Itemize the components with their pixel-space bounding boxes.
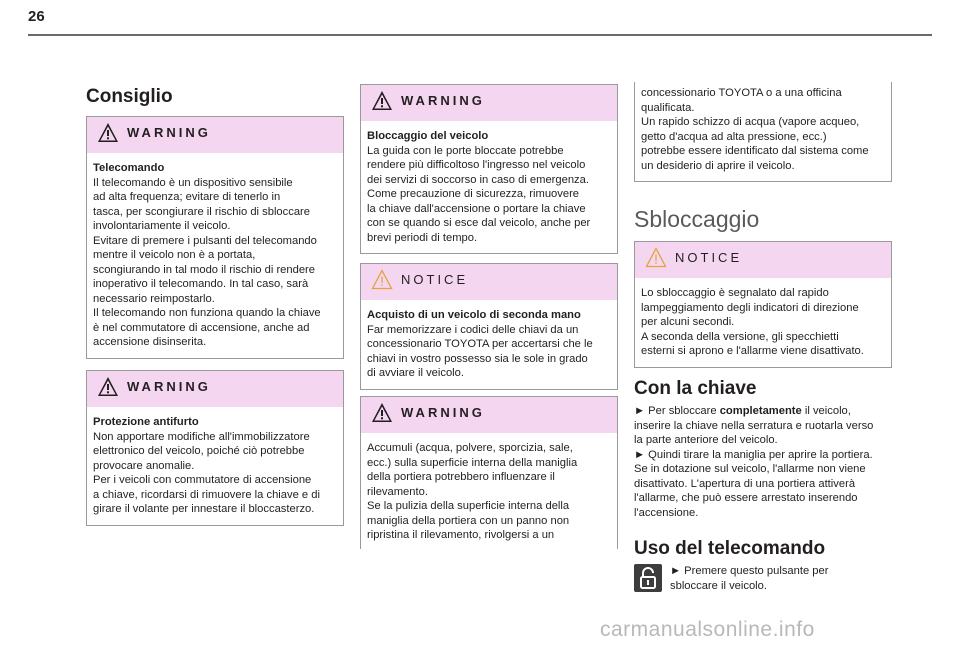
text-line: involontariamente il veicolo.	[93, 220, 231, 232]
text-line: rilevamento.	[367, 485, 428, 498]
text-line: per alcuni secondi.	[641, 316, 735, 328]
text-line: ► Premere questo pulsante per	[670, 565, 829, 577]
text-line: è nel commutatore di accensione, anche ad	[93, 321, 310, 334]
text-line: di avviare il veicolo.	[367, 367, 465, 379]
key-instructions	[634, 404, 896, 520]
text-line: chiavi in vostro possesso sia le sole in grado	[367, 352, 588, 365]
warning-header	[87, 371, 343, 407]
instruction-text: ► Per sbloccare	[634, 405, 720, 417]
notice-header	[361, 264, 617, 300]
text-line: inserire la chiave nella serratura e ruotarla verso	[634, 419, 874, 432]
text-line: tasca, per scongiurare il rischio di sbloccare	[93, 205, 311, 218]
text-line: Lo sbloccaggio è segnalato dal rapido	[641, 287, 829, 299]
text-line: Il telecomando è un dispositivo sensibile	[93, 176, 293, 189]
text-line: elettronico del veicolo, poiché ciò potrebbe	[93, 445, 305, 457]
warning-label: WARNING	[127, 379, 211, 394]
text-line: rendere più difficoltoso l'ingresso nel veicolo	[367, 159, 586, 171]
text-line: Per i veicoli con commutatore di accensione	[93, 474, 312, 486]
section-heading-consiglio: Consiglio	[86, 86, 173, 107]
notice-header	[635, 242, 891, 278]
text-line: Se la pulizia della superficie interna della	[367, 500, 570, 512]
box-title: Telecomando	[93, 162, 165, 174]
warning-header	[361, 85, 617, 121]
page-number: 26	[28, 8, 45, 25]
text-line: A seconda della versione, gli specchietti	[641, 330, 839, 343]
box-title: Acquisto di un veicolo di seconda mano	[367, 309, 581, 321]
text-line: Come precauzione di sicurezza, rimuovere	[367, 188, 580, 200]
warning-triangle-icon	[371, 402, 393, 424]
text-line: qualificata.	[641, 101, 695, 114]
warning-triangle-icon	[97, 376, 119, 398]
text-line: lampeggiamento degli indicatori di direzione	[641, 301, 859, 314]
notice-triangle-icon	[371, 269, 393, 291]
warning-box-accumuli	[360, 396, 618, 549]
text-line: Il telecomando non funziona quando la chiave	[93, 307, 321, 319]
warning-triangle-icon	[97, 122, 119, 144]
text-line: della portiera potrebbero influenzare il	[367, 471, 555, 483]
text-line: provocare anomalie.	[93, 459, 195, 472]
watermark: carmanualsonline.info	[600, 618, 815, 641]
box-title: Protezione antifurto	[93, 416, 199, 428]
text-line: mentre il veicolo non è a portata,	[93, 249, 256, 261]
section-heading-con-la-chiave: Con la chiave	[634, 378, 757, 399]
text-line: un desiderio di aprire il veicolo.	[641, 159, 795, 172]
instruction-text: il veicolo,	[801, 405, 851, 417]
text-line: accensione disinserita.	[93, 336, 207, 348]
warning-triangle-icon	[371, 90, 393, 112]
text-line: girare il volante per innestare il bloccasterzo.	[93, 503, 315, 515]
text-line: Se in dotazione sul veicolo, l'allarme non viene	[634, 463, 866, 475]
text-line: maniglia della portiera con un panno non	[367, 514, 570, 527]
text-line: brevi periodi di tempo.	[367, 231, 478, 244]
text-line: inoperativo il telecomando. In tal caso, sarà	[93, 278, 309, 290]
text-line: concessionario TOYOTA o a una officina	[641, 87, 842, 99]
text-line: concessionario TOYOTA per accertarsi che le	[367, 338, 593, 350]
warning-label: WARNING	[401, 405, 485, 420]
text-line: ecc.) sulla superficie interna della maniglia	[367, 456, 578, 469]
warning-box-antifurto	[86, 370, 344, 526]
warning-box-telecomando	[86, 116, 344, 359]
text-line: Un rapido schizzo di acqua (vapore acqueo,	[641, 116, 860, 128]
text-line: potrebbe essere identificato dal sistema come	[641, 145, 869, 157]
emphasis-text: completamente	[719, 405, 802, 417]
section-heading-uso-del-telecomando: Uso del telecomando	[634, 538, 826, 559]
text-line: l'accensione.	[634, 506, 699, 519]
notice-box-sbloccaggio	[634, 241, 892, 368]
notice-label: NOTICE	[675, 250, 743, 265]
header-rule	[28, 34, 932, 36]
warning-label: WARNING	[401, 93, 485, 108]
text-line: getto d'acqua ad alta pressione, ecc.)	[641, 130, 827, 143]
text-line: Far memorizzare i codici delle chiavi da un	[367, 323, 579, 336]
text-line: scongiurando in tal modo il rischio di rendere	[93, 263, 316, 276]
text-line: Non apportare modifiche all'immobilizzatore	[93, 430, 310, 443]
text-line: a chiave, ricordarsi di rimuovere la chiave e di	[93, 488, 320, 501]
text-line: ad alta frequenza; evitare di tenerlo in	[93, 191, 281, 203]
warning-header	[361, 397, 617, 433]
notice-triangle-icon	[645, 247, 667, 269]
text-line: la parte anteriore del veicolo.	[634, 434, 778, 446]
text-line: con se quando si esce dal veicolo, anche per	[367, 217, 591, 229]
text-line: la chiave dall'accensione o portare la chiave	[367, 202, 586, 215]
notice-label: NOTICE	[401, 272, 469, 287]
text-line: ripristina il rilevamento, rivolgersi a un	[367, 529, 555, 541]
text-line: l'allarme, che può essere arrestato inserendo	[634, 492, 858, 504]
warning-box-bloccaggio	[360, 84, 618, 254]
text-line: esterni si aprono e l'allarme viene disattivato.	[641, 345, 864, 357]
text-line: disattivato. L'apertura di una portiera attiverà	[634, 477, 856, 490]
text-line: La guida con le porte bloccate potrebbe	[367, 144, 564, 157]
warning-header	[87, 117, 343, 153]
text-line: dei servizi di soccorso in caso di emergenza.	[367, 173, 589, 186]
text-line	[634, 404, 896, 419]
warning-box-continuation	[634, 82, 892, 182]
unlock-icon	[634, 564, 662, 592]
text-line: ► Quindi tirare la maniglia per aprire la portiera.	[634, 448, 873, 461]
remote-instructions	[670, 564, 890, 593]
box-title: Bloccaggio del veicolo	[367, 130, 489, 142]
warning-label: WARNING	[127, 125, 211, 140]
text-line: sbloccare il veicolo.	[670, 579, 768, 592]
text-line: necessario reimpostarlo.	[93, 292, 215, 305]
notice-box-seconda-mano	[360, 263, 618, 390]
text-line: Accumuli (acqua, polvere, sporcizia, sale,	[367, 442, 573, 454]
text-line: Evitare di premere i pulsanti del telecomando	[93, 234, 317, 247]
section-heading-sbloccaggio: Sbloccaggio	[634, 206, 760, 232]
